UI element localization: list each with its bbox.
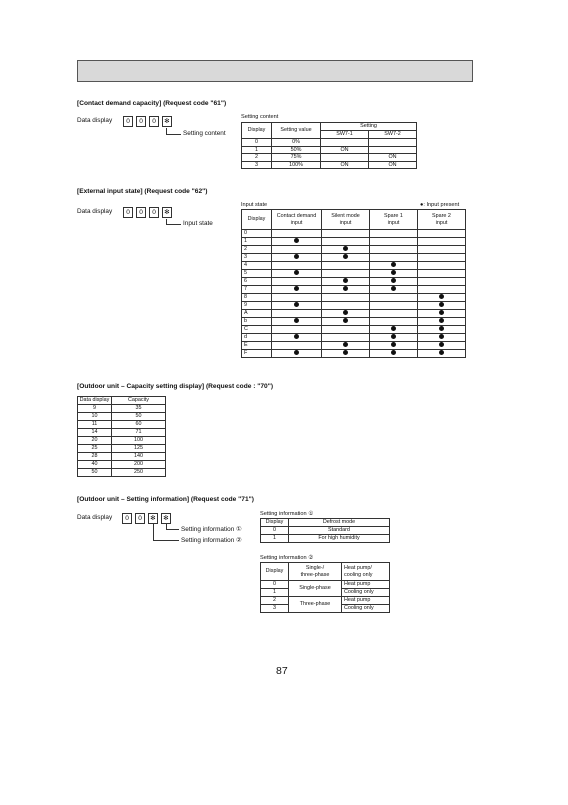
- cell: [418, 326, 466, 334]
- table-row: [242, 230, 466, 238]
- col-header: Data display: [78, 397, 112, 405]
- cell: 35: [112, 405, 166, 413]
- cell: [322, 262, 370, 270]
- defrost-mode-table: [260, 518, 390, 543]
- table-row: [242, 238, 466, 246]
- input-present-dot: [294, 334, 299, 339]
- input-present-dot: [439, 302, 444, 307]
- col-header-line: Spare 1: [384, 213, 403, 220]
- col-header-line: input: [435, 219, 448, 226]
- cell: [418, 294, 466, 302]
- cell: 9: [242, 302, 272, 310]
- input-present-dot: [391, 278, 396, 283]
- cell: 50%: [272, 146, 321, 154]
- cell: [272, 278, 322, 286]
- cell: [322, 230, 370, 238]
- table-row: [78, 445, 166, 453]
- cell: 2: [242, 154, 272, 162]
- input-present-dot: [391, 270, 396, 275]
- col-header: [342, 563, 390, 581]
- table-row: [242, 342, 466, 350]
- cell: [322, 310, 370, 318]
- section-70-heading: [Outdoor unit – Capacity setting display] (Request code : "70"): [77, 383, 274, 390]
- col-header: Display: [242, 123, 272, 139]
- leader-line: [153, 524, 179, 541]
- col-header: Setting value: [272, 123, 321, 139]
- cell: Three-phase: [289, 597, 342, 613]
- cell: 0: [261, 527, 289, 535]
- cell: 75%: [272, 154, 321, 162]
- cell: ON: [321, 146, 369, 154]
- table-row: [78, 421, 166, 429]
- cell: [418, 230, 466, 238]
- cell: A: [242, 310, 272, 318]
- capacity-rows: [78, 405, 166, 477]
- cell: [322, 286, 370, 294]
- leader-line: [166, 219, 181, 225]
- cell: [322, 238, 370, 246]
- data-display-label-62: Data display: [77, 208, 113, 215]
- cell: Cooling only: [342, 605, 390, 613]
- cell: [418, 238, 466, 246]
- cell: [322, 278, 370, 286]
- input-present-dot: [439, 350, 444, 355]
- cell: [272, 286, 322, 294]
- cell: [321, 139, 369, 147]
- cell: [370, 246, 418, 254]
- cell: [272, 262, 322, 270]
- cell: 28: [78, 453, 112, 461]
- table-caption-71-1: Setting information ①: [260, 511, 314, 517]
- input-present-dot: [391, 350, 396, 355]
- table-row: [242, 294, 466, 302]
- input-present-dot: [294, 286, 299, 291]
- input-present-dot: [439, 318, 444, 323]
- page-number: 87: [276, 665, 288, 677]
- cell: [418, 286, 466, 294]
- input-present-dot: [343, 246, 348, 251]
- cell: [272, 246, 322, 254]
- cell: [370, 326, 418, 334]
- input-present-dot: [294, 302, 299, 307]
- cell: [272, 342, 322, 350]
- digit: 0: [123, 207, 133, 218]
- cell: [272, 350, 322, 358]
- cell: [321, 154, 369, 162]
- input-present-dot: [294, 254, 299, 259]
- digit: ✻: [148, 513, 158, 524]
- cell: [418, 310, 466, 318]
- leader-line: [166, 128, 181, 135]
- input-present-dot: [343, 254, 348, 259]
- cell: [272, 334, 322, 342]
- table-row: [242, 161, 417, 169]
- cell: F: [242, 350, 272, 358]
- cell: 71: [112, 429, 166, 437]
- input-present-dot: [343, 286, 348, 291]
- table-row: [78, 469, 166, 477]
- cell: [418, 318, 466, 326]
- cell: [272, 318, 322, 326]
- cell: 0: [261, 581, 289, 589]
- cell: [418, 278, 466, 286]
- cell: 0: [242, 139, 272, 147]
- table-row: [78, 405, 166, 413]
- cell: 1: [261, 589, 289, 597]
- col-header-line: input: [339, 219, 352, 226]
- cell: 0: [242, 230, 272, 238]
- data-display-label-61: Data display: [77, 117, 113, 124]
- cell: 4: [242, 262, 272, 270]
- pointer-label-71-1: Setting information ①: [181, 526, 242, 533]
- cell: [418, 342, 466, 350]
- cell: 8: [242, 294, 272, 302]
- cell: 9: [78, 405, 112, 413]
- table-row: [261, 597, 390, 605]
- cell: ON: [369, 154, 417, 162]
- digit: 0: [149, 207, 159, 218]
- input-present-dot: [343, 350, 348, 355]
- table-row: [242, 326, 466, 334]
- cell: 2: [242, 246, 272, 254]
- table-row: [242, 246, 466, 254]
- table-row: [242, 270, 466, 278]
- cell: [370, 270, 418, 278]
- cell: C: [242, 326, 272, 334]
- cell: [369, 139, 417, 147]
- input-present-dot: [343, 310, 348, 315]
- cell: [418, 350, 466, 358]
- table-caption-61: Setting content: [241, 114, 279, 120]
- col-header-line: cooling only: [344, 571, 373, 578]
- table-row: [242, 310, 466, 318]
- input-present-dot: [391, 286, 396, 291]
- digit-display-62: [123, 207, 172, 218]
- table-row: [78, 437, 166, 445]
- col-header-line: input: [290, 219, 303, 226]
- cell: [322, 246, 370, 254]
- cell: Heat pump: [342, 597, 390, 605]
- cell: 200: [112, 461, 166, 469]
- table-caption-62: Input state: [241, 202, 268, 208]
- digit-display-71: [122, 513, 171, 524]
- cell: E: [242, 342, 272, 350]
- cell: [418, 246, 466, 254]
- cell: d: [242, 334, 272, 342]
- cell: 2: [261, 597, 289, 605]
- digit-display-61: [123, 116, 172, 127]
- col-header-line: three-phase: [300, 571, 330, 578]
- cell: [272, 302, 322, 310]
- cell: ON: [369, 161, 417, 169]
- cell: [370, 238, 418, 246]
- cell: [370, 342, 418, 350]
- input-present-dot: [439, 334, 444, 339]
- table-row: [78, 453, 166, 461]
- digit: 0: [122, 513, 132, 524]
- col-header-line: Silent mode: [331, 213, 360, 220]
- col-header-line: Spare 2: [432, 213, 451, 220]
- data-display-label-71: Data display: [77, 514, 113, 521]
- cell: [370, 262, 418, 270]
- cell: [272, 238, 322, 246]
- cell: [418, 334, 466, 342]
- digit: 0: [135, 513, 145, 524]
- col-header: Setting: [321, 123, 417, 131]
- digit: 0: [123, 116, 133, 127]
- cell: Standard: [289, 527, 390, 535]
- cell: 20: [78, 437, 112, 445]
- col-header-line: Single-/: [305, 565, 325, 572]
- col-header: SW7-1: [321, 131, 369, 139]
- cell: 100%: [272, 161, 321, 169]
- cell: [370, 334, 418, 342]
- cell: 1: [261, 535, 289, 543]
- input-present-dot: [439, 326, 444, 331]
- cell: 5: [242, 270, 272, 278]
- cell: 60: [112, 421, 166, 429]
- cell: [322, 254, 370, 262]
- table-row: [261, 535, 390, 543]
- cell: ON: [321, 161, 369, 169]
- cell: 125: [112, 445, 166, 453]
- col-header: [370, 210, 418, 230]
- cell: [272, 326, 322, 334]
- cell: [322, 334, 370, 342]
- phase-type-table: [260, 562, 390, 613]
- cell: [322, 294, 370, 302]
- cell: [418, 302, 466, 310]
- cell: [322, 350, 370, 358]
- cell: [418, 262, 466, 270]
- cell: [272, 254, 322, 262]
- table-row: [242, 254, 466, 262]
- cell: [272, 230, 322, 238]
- col-header: [418, 210, 466, 230]
- section-62-heading: [External input state] (Request code "62"): [77, 188, 208, 195]
- cell: 50: [112, 413, 166, 421]
- table-row: [242, 139, 417, 147]
- input-state-table: [241, 209, 466, 358]
- cell: [322, 270, 370, 278]
- digit: ✻: [161, 513, 171, 524]
- digit: 0: [136, 207, 146, 218]
- input-present-dot: [343, 278, 348, 283]
- cell: 25: [78, 445, 112, 453]
- input-present-dot: [294, 270, 299, 275]
- cell: [272, 294, 322, 302]
- col-header: Display: [261, 563, 289, 581]
- col-header: Display: [261, 519, 289, 527]
- cell: [322, 326, 370, 334]
- setting-content-table: [241, 122, 417, 169]
- pointer-label-61: Setting content: [183, 130, 226, 137]
- input-present-dot: [294, 238, 299, 243]
- header-banner: [77, 60, 473, 82]
- input-present-dot: [439, 342, 444, 347]
- cell: 6: [242, 278, 272, 286]
- digit: 0: [149, 116, 159, 127]
- digit: ✻: [162, 207, 172, 218]
- input-present-dot: [294, 350, 299, 355]
- cell: 0%: [272, 139, 321, 147]
- cell: 100: [112, 437, 166, 445]
- table-row: [261, 581, 390, 589]
- table-row: [242, 154, 417, 162]
- digit: ✻: [162, 116, 172, 127]
- table-row: [242, 286, 466, 294]
- col-header: SW7-2: [369, 131, 417, 139]
- section-71-heading: [Outdoor unit – Setting information] (Request code "71"): [77, 496, 254, 503]
- col-header-line: Heat pump/: [344, 565, 372, 572]
- input-present-dot: [391, 326, 396, 331]
- cell: 1: [242, 238, 272, 246]
- cell: [418, 270, 466, 278]
- cell: [370, 302, 418, 310]
- input-present-dot: [391, 262, 396, 267]
- input-present-dot: [343, 342, 348, 347]
- cell: 10: [78, 413, 112, 421]
- input-present-dot: [391, 342, 396, 347]
- cell: 40: [78, 461, 112, 469]
- cell: [370, 294, 418, 302]
- cell: [370, 350, 418, 358]
- col-header: Capacity: [112, 397, 166, 405]
- table-row: [242, 262, 466, 270]
- col-header-line: input: [387, 219, 400, 226]
- table-row: [261, 527, 390, 535]
- cell: [418, 254, 466, 262]
- col-header: [272, 210, 322, 230]
- legend-input-present: ●: Input present: [420, 202, 460, 208]
- cell: [272, 270, 322, 278]
- table-row: [242, 334, 466, 342]
- cell: 140: [112, 453, 166, 461]
- cell: 3: [242, 161, 272, 169]
- table-row: [78, 413, 166, 421]
- input-present-dot: [343, 318, 348, 323]
- cell: [322, 342, 370, 350]
- cell: 50: [78, 469, 112, 477]
- cell: 1: [242, 146, 272, 154]
- table-row: [78, 461, 166, 469]
- cell: 3: [261, 605, 289, 613]
- cell: 11: [78, 421, 112, 429]
- pointer-label-71-2: Setting information ②: [181, 537, 242, 544]
- input-present-dot: [294, 318, 299, 323]
- cell: [322, 318, 370, 326]
- cell: [370, 230, 418, 238]
- capacity-table: [77, 396, 166, 477]
- pointer-label-62: Input state: [183, 220, 213, 227]
- col-header: Display: [242, 210, 272, 230]
- col-header: Defrost mode: [289, 519, 390, 527]
- table-row: [242, 350, 466, 358]
- col-header: [322, 210, 370, 230]
- table-caption-71-2: Setting information ②: [260, 555, 314, 561]
- col-header: [289, 563, 342, 581]
- section-61-heading: [Contact demand capacity] (Request code "61"): [77, 100, 227, 107]
- cell: Single-phase: [289, 581, 342, 597]
- digit: 0: [136, 116, 146, 127]
- cell: [370, 254, 418, 262]
- cell: [322, 302, 370, 310]
- cell: Cooling only: [342, 589, 390, 597]
- cell: 3: [242, 254, 272, 262]
- input-state-rows: [242, 230, 466, 358]
- table-row: [78, 429, 166, 437]
- cell: b: [242, 318, 272, 326]
- cell: [370, 310, 418, 318]
- cell: 14: [78, 429, 112, 437]
- col-header-line: Contact demand: [276, 213, 317, 220]
- table-row: [242, 278, 466, 286]
- cell: 250: [112, 469, 166, 477]
- cell: [369, 146, 417, 154]
- table-row: [242, 318, 466, 326]
- cell: [370, 286, 418, 294]
- cell: [370, 278, 418, 286]
- input-present-dot: [439, 310, 444, 315]
- input-present-dot: [391, 334, 396, 339]
- table-row: [242, 302, 466, 310]
- input-present-dot: [439, 294, 444, 299]
- table-row: [242, 146, 417, 154]
- cell: [272, 310, 322, 318]
- cell: For high humidity: [289, 535, 390, 543]
- cell: [370, 318, 418, 326]
- cell: 7: [242, 286, 272, 294]
- cell: Heat pump: [342, 581, 390, 589]
